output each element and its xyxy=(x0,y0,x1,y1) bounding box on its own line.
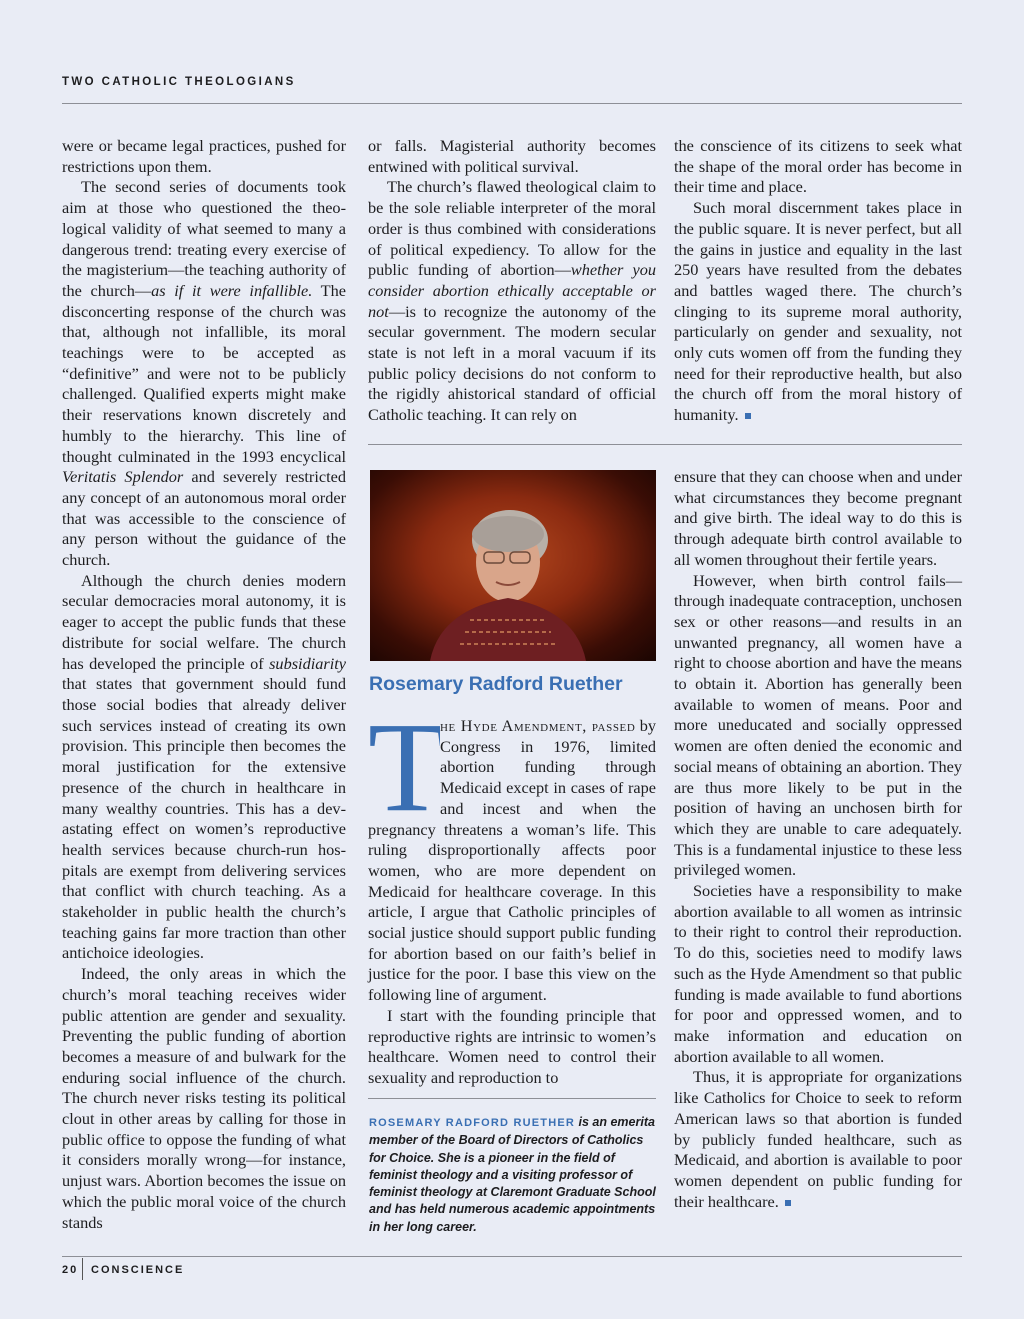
paragraph: Thus, it is appropriate for organizations like Catholics for Choice to seek to reform American laws so that abortion is funded by publicly funded healthcare, such as Medicaid, and abortion is available to poor women dependent on public funding for their healthcare. xyxy=(674,1067,962,1211)
column-2-top xyxy=(368,136,656,426)
column-1 xyxy=(62,136,346,1233)
paragraph: the conscience of its citizens to seek what the shape of the moral order has become in their time and place. xyxy=(674,136,962,197)
end-mark-icon xyxy=(745,413,751,419)
end-mark-icon xyxy=(785,1200,791,1206)
paragraph: The second series of documents took aim at those who questioned the theological validity of what seemed to many a dangerous trend: treating every exercise of the magisterium—the teaching authority of the church—as if it were infallible. The disconcerting response of the church was that, although not infallible, its moral teachings were to be accepted as “definitive” and were not to be publicly challenged. Qualified experts might make their reservations known discretely and humbly to the hierarchy. This line of thought culminated in the 1993 encyclical Veritatis Splendor and severely restricted any concept of an autonomous moral order that was accessible to the conscience of any person without the guidance of the church. xyxy=(62,177,346,570)
paragraph: were or became legal practices, pushed for restrictions upon them. xyxy=(62,136,346,176)
publication-name: CONSCIENCE xyxy=(91,1264,185,1276)
paragraph: Such moral discernment takes place in the public square. It is never perfect, but all the gains in justice and equality in the last 250 years have resulted from the debates and battles waged there. The church’s clinging to its supreme moral authority, particularly on gender and sexuality, not only cuts women off from the funding they need for their reproductive health, but also the church off from the moral history of humanity. xyxy=(674,198,962,425)
bio-rule xyxy=(368,1098,656,1099)
section-rule xyxy=(368,444,962,445)
paragraph: or falls. Magisterial authority becomes entwined with political survival. xyxy=(368,136,656,176)
page-number: 20 xyxy=(62,1264,79,1276)
footer-rule xyxy=(62,1256,962,1257)
column-3-top xyxy=(674,136,962,426)
header-rule xyxy=(62,103,962,104)
column-3-lower xyxy=(674,467,962,1212)
paragraph: I start with the founding principle that reproductive rights are intrinsic to women’s healthcare. Women need to control their sexuality and reproduction to xyxy=(368,1005,656,1087)
paragraph: he Hyde Amendment, passed by Congress in 1976, limited abortion funding through Medicaid except in cases of rape and incest and when the pregnancy threatens a woman’s life. This ruling disproportionally affects poor women, who are more dependent on Medicaid for healthcare coverage. In this article, I argue that Catholic principles of social justice should support public funding for abortion based on our faith’s belief in justice for the poor. I base this view on the following line of argument. xyxy=(368,716,656,1005)
author-photo xyxy=(370,470,656,661)
column-2-lower xyxy=(368,716,656,1089)
running-head: TWO CATHOLIC THEOLOGIANS xyxy=(62,76,296,88)
author-bio: ROSEMARY RADFORD RUETHER is an emerita member of the Board of Directors of Catholics for Choice. She is a pioneer in the field of feminist theology and a visiting professor of feminist theology at Claremont Graduate School and has held numerous academic appointments in her long career. xyxy=(369,1115,656,1234)
footer-divider xyxy=(82,1258,83,1280)
paragraph: Although the church denies modern secular democracies moral autonomy, it is eager to accept the public funds that these distribute for social welfare. The church has developed the principle of subsidiarity that states that government should fund those social bodies that already deliver such services instead of creating its own provision. This principle then becomes the moral justification for the extensive presence of the church in healthcare in many wealthy countries. This has a devastating effect on women’s reproductive health services because church-run hospitals are exempt from delivering services that conflict with church teaching. As a stakeholder in public health the church’s teaching gains far more traction than other antichoice ideologies. xyxy=(62,570,346,963)
paragraph: The church’s flawed theological claim to be the sole reliable interpreter of the moral order is thus combined with considerations of political expediency. To allow for the public funding of abortion—whether you consider abortion ethically acceptable or not—is to recognize the autonomy of the secular government. The modern secular state is not left in a moral vacuum if its public policy decisions do not conform to the rigidly ahistorical standard of official Catholic teaching. It can rely on xyxy=(368,177,656,425)
paragraph: ensure that they can choose when and under what circumstances they become pregnant and give birth. The ideal way to do this is through adequate birth control available to all women throughout their fertile years. xyxy=(674,467,962,569)
drop-cap-letter: T xyxy=(368,718,440,816)
paragraph: Indeed, the only areas in which the church’s moral teaching receives wider public attention are gender and sexuality. Preventing the public funding of abortion becomes a measure of and bulwark for the enduring social influence of the church. The church never risks testing its political clout in other areas by calling for those in public office to oppose the funding of what it considers morally wrong—for instance, unjust wars. Abortion becomes the issue on which the public moral voice of the church stands xyxy=(62,964,346,1232)
author-name-heading: Rosemary Radford Ruether xyxy=(369,673,623,695)
paragraph: Societies have a responsibility to make abortion available to all women as intrinsic to their right to control their reproduction. To do this, societies need to modify laws such as the Hyde Amendment so that public funding is made available to fund abortions for poor and oppressed women, and to make information and education on abortion available to all women. xyxy=(674,881,962,1066)
paragraph: However, when birth control fails—through inadequate contraception, unchosen sex or other reasons—and results in an unwanted pregnancy, all women have a right to choose abortion and have the means to obtain it. Abortion has generally been available to women of means. Poor and more uneducated and socially oppressed women are often denied the economic and social means of obtaining an abortion. They are thus more likely to be put in the position of having an unchosen birth for which they are unable to care adequately. This is a fundamental injustice to these less privileged women. xyxy=(674,570,962,880)
